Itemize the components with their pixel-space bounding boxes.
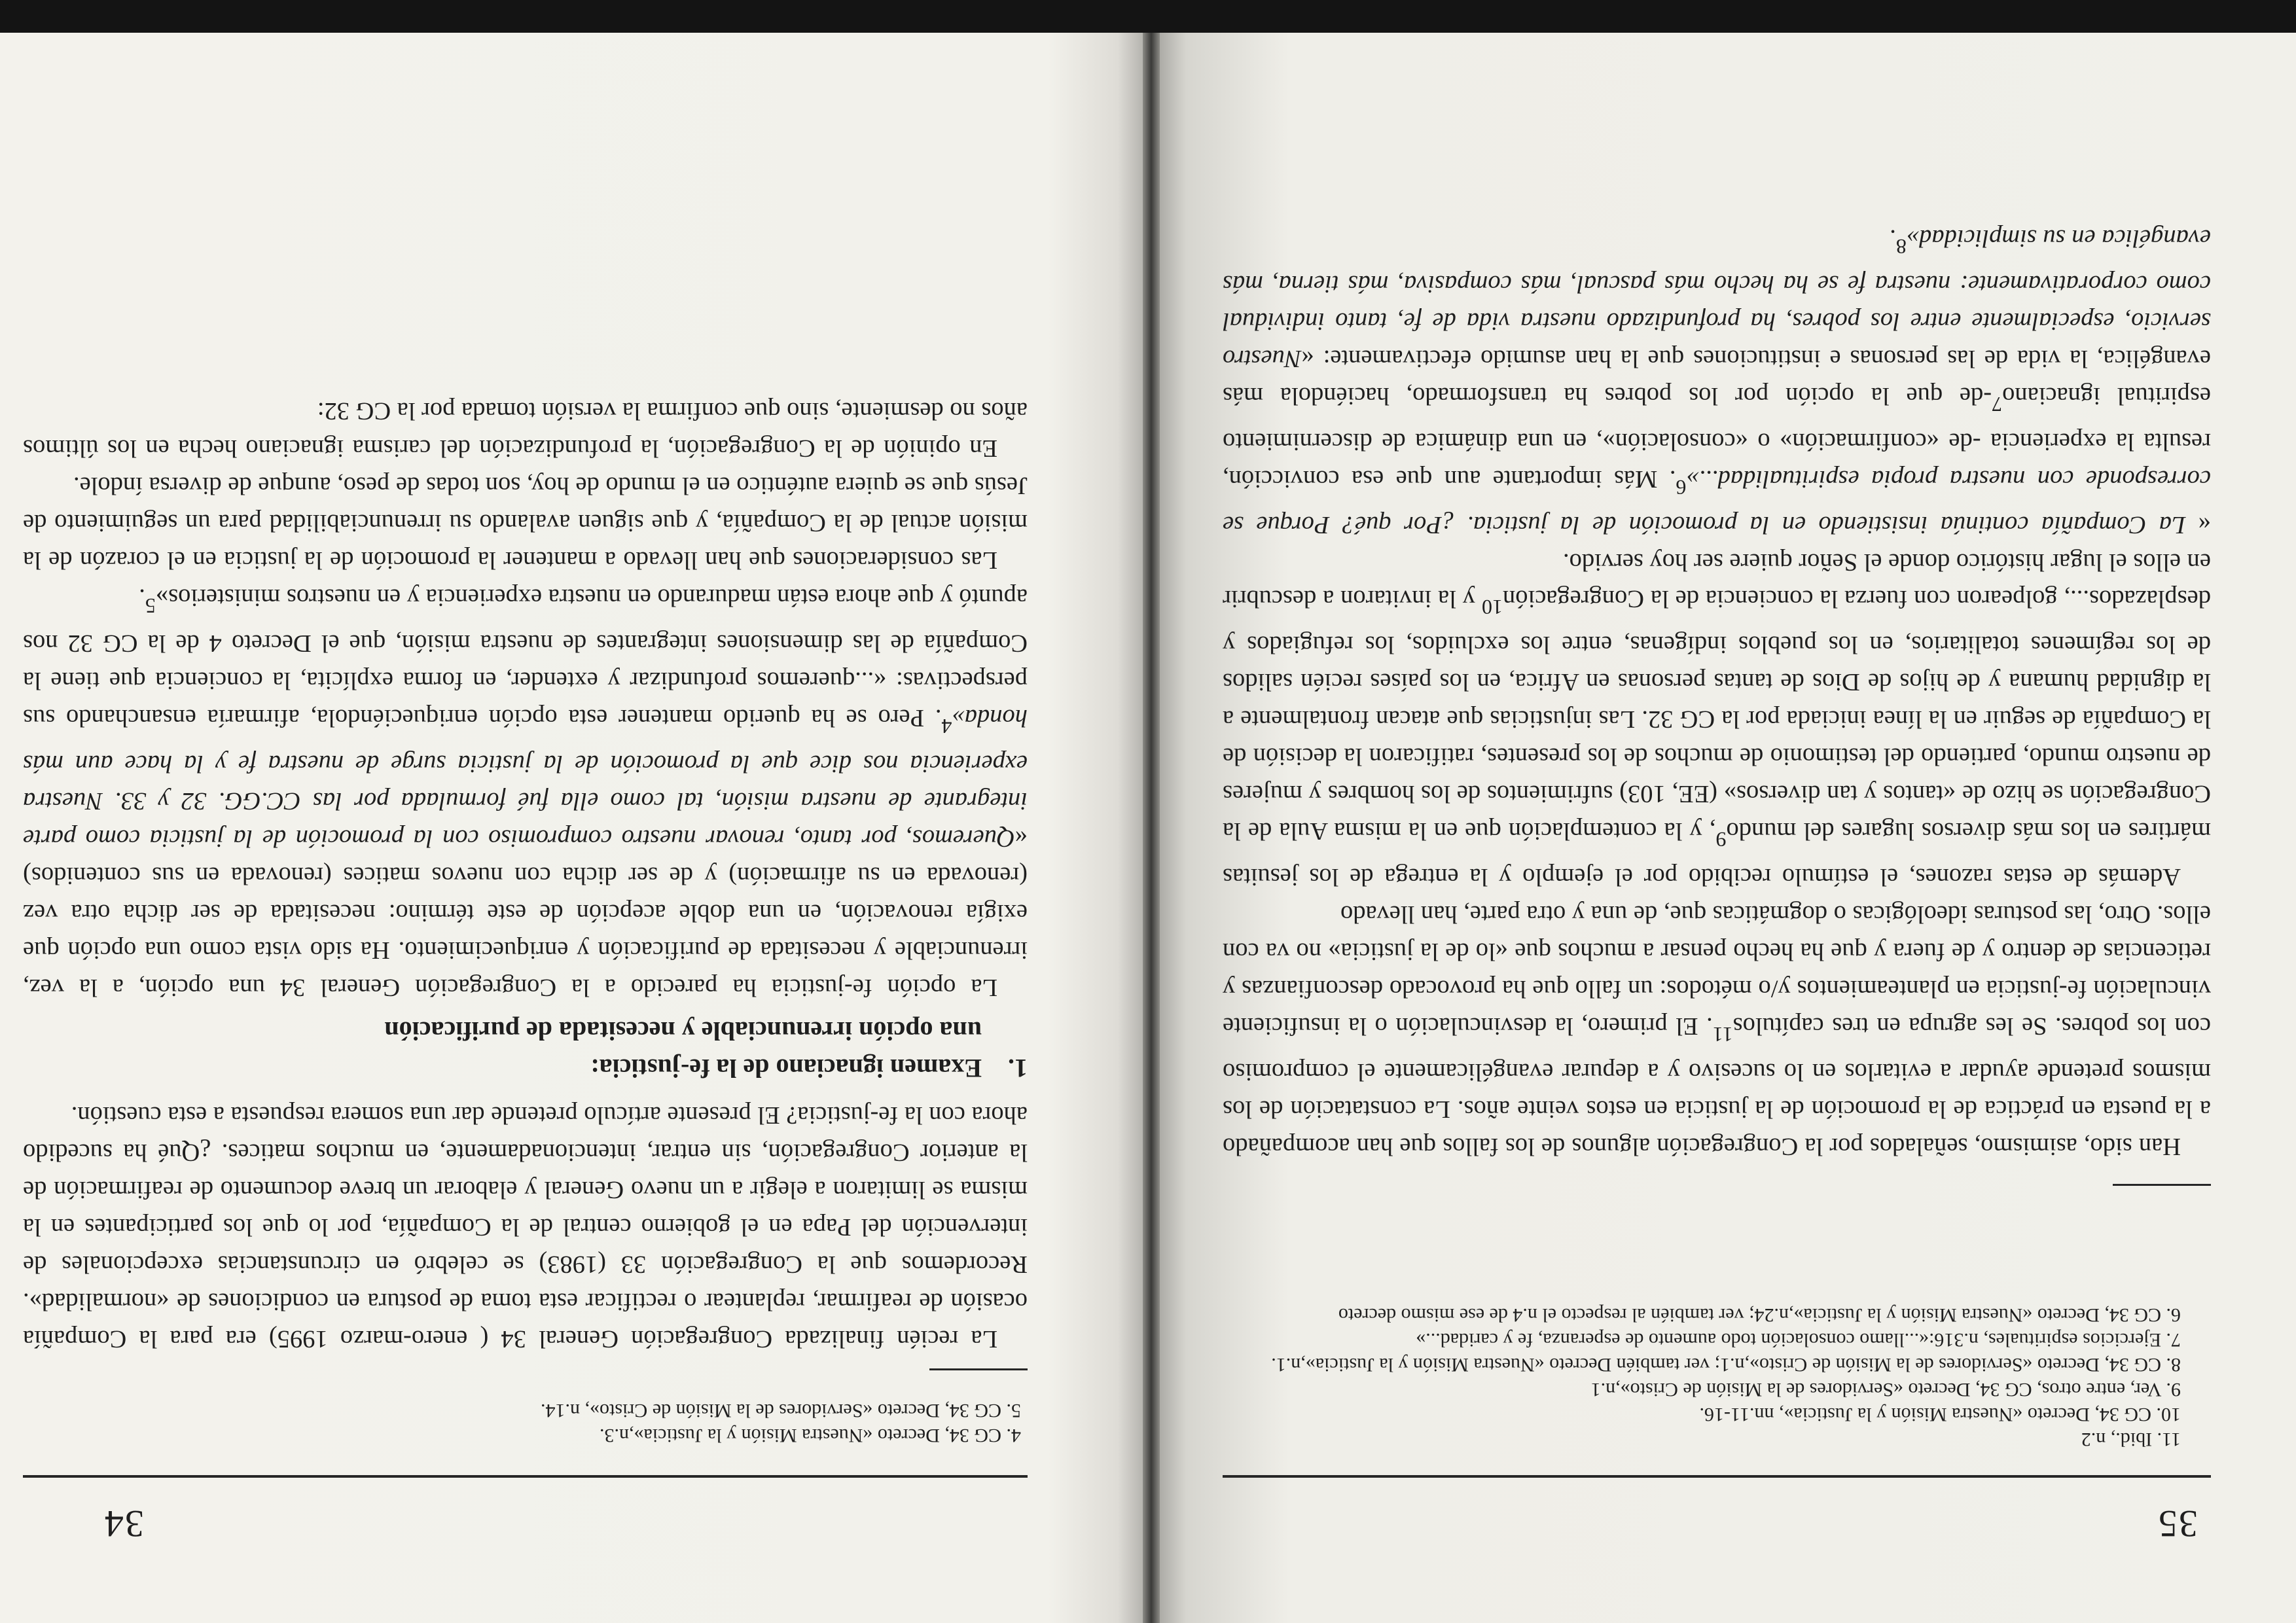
footnote-ref-8: 8 [1895, 234, 1907, 259]
folio-34-number-text: 34 [103, 1503, 144, 1545]
quote-cg34-a: Queremos, por tanto, renovar nuestro compromiso con la promoción de la justicia como parte integrante de nuestra misión, tal como ella fué formulada por las CC.GG. 32 y 33. Nuestra experiencia nos dice que la promoción de la justicia surge de nuestra fe y la hace aun más honda» [23, 704, 1028, 852]
opinion-paragraph [23, 392, 1028, 467]
footnote-item: 8. CG 34, Decreto «Servidores de la Misión de Cristo»,n.1; ver también Decreto «Nuestra Misión y la Justicia»,n.1. [1271, 1354, 2181, 1376]
footnote-item: 5. CG 34, Decreto «Servidores de la Misión de Cristo», n.14. [540, 1400, 1021, 1421]
footnote-ref-4: 4 [941, 715, 952, 738]
considerations-paragraph [23, 467, 1028, 579]
gutter-shadow [1143, 0, 1160, 1623]
footnote-rule-35 [2113, 1184, 2211, 1186]
footnotes-page-34 [23, 1398, 1028, 1448]
heading-number: 1. [1008, 1054, 1028, 1083]
page-35-body [1223, 219, 2211, 1165]
razones-text: Además de estas razones, el estímulo recibido por el ejemplo y la entrega de los jesuitas mártires en los más diversos lugares del mundo [1223, 817, 2211, 891]
considerations-paragraph-text: Las consideraciones que han llevado a mantener la promoción de la justicia en el corazón de la misión actual de la Compañía, y que siguen avalando su irrenunciabilidad para un seguimiento de Jesús que se quiera auténtico en el mundo de hoy, son todas de peso, aunque de diversa índole. [23, 472, 1028, 575]
footnote-item: 9. Ver, entre otros, CG 34, Decreto «Servidores de la Misión de Cristo»,n.1 [1590, 1379, 2181, 1400]
page-34-body [23, 392, 1028, 1357]
page-35-sheet [1152, 0, 2296, 1623]
quote-cg34-b: . Pero se ha querido mantener esta opción enriqueciéndola, afirmaría ensanchando sus perspectivas: «...queremos profundizar y extender, en forma explícita, la conciencia que tiene la Compañía de las dimensiones integrantes de nuestra misión, que el Decreto 4 de la CG 32 nos apuntó y que ahora están madurando en nuestra experiencia y en nuestros ministerios» [23, 584, 1028, 732]
fallos-rest: . El primero, la desvinculación o la insuficiente vinculación fe-justicia en planteamientos y/o métodos: un fallo que ha provocado desconfianzas y reticencias de dentro y de fuera y que ha hecho pensar a muchos que «lo de la justicia» no va con ellos. Otro, las posturas ideológicas o dogmáticas que, de una y otra parte, han llevado [1223, 901, 2211, 1041]
footnote-ref-10: 10 [1481, 596, 1503, 620]
faith-justice-paragraph [23, 579, 1028, 1006]
folio-35-number [2157, 1502, 2198, 1546]
footnote-item: 11. Ibid., n.2 [2081, 1429, 2181, 1450]
quote-rest-2: -de que la opción por los pobres ha transformado, haciéndola más evangélica, la vida de las personas e instituciones que la han asumido efectivamente: « [1223, 344, 2211, 410]
footnote-ref-6: 6 [1676, 475, 1687, 499]
footnote-ref-5: 5 [145, 594, 156, 618]
fallos-text: Han sido, asimismo, señalados por la Congregación algunos de los fallos que han acompañado a la puesta en práctica de la promoción de la justicia en estos veinte años. La constatación de los mismos pretende ayudar a evitarlos en lo sucesivo y a depurar evangélicamente el compromiso con los pobres. Se les agrupa en tres capítulos [1223, 1012, 2211, 1160]
quote-open: « [2198, 510, 2211, 539]
razones-paragraph [1223, 543, 2211, 896]
footnote-ref-9: 9 [1715, 828, 1727, 852]
quote-end: . [1890, 224, 1896, 253]
footnote-item: 10. CG 34, Decreto «Nuestra Misión y la Justicia», nn.11-16. [1699, 1404, 2181, 1425]
top-rule-34 [23, 1475, 1028, 1478]
heading-line-1: Examen ignaciano de la fe-justicia: [590, 1054, 982, 1083]
quote-paragraph [1223, 219, 2211, 543]
quote-italic-2: Nuestro servicio, especialmente entre los pobres, ha profundizado nuestra vida de fe, tanto individual como corporativamente: nuestra fe se ha hecho más pascual, más compasiva, más tierna, más evangélica en su simplicidad» [1223, 224, 2211, 372]
section-heading [23, 1012, 1028, 1087]
footnote-ref-11: 11 [1712, 1023, 1733, 1046]
folio-34-number [103, 1502, 144, 1546]
intro-text: La recién finalizada Congregación General 34 ( enero-marzo 1995) era para la Compañía ocasión de reafirmar, replantear o rectificar esta toma de postura en condiciones de «normalidad». Recordemos que la Congregación 33 (1983) se celebró en circunstancias excepcionales de intervención del Papa en el gobierno central de la Compañía, por lo que los participantes en la misma se limitaron a elegir a un nuevo General y elaborar un breve documento de reafirmación de la anterior Congregación, sin entrar, intencionadamente, en muchos matices. ¿Qué ha sucedido ahora con la fe-justicia? El presente artículo pretende dar una somera respuesta a esta cuestión. [23, 1101, 1028, 1353]
intro-paragraph [23, 1096, 1028, 1357]
quote-italic-1: La Compañía continúa insistiendo en la promoción de la justicia. ¿Por qué? Porque se corresponde con nuestra propia espiritualidad...» [1223, 465, 2211, 539]
scan-border-bottom [0, 0, 2296, 33]
faith-justice-text: La opción fe-justicia ha parecido a la Congregación General 34 una opción, a la vez, irrenunciable y necesitada de purificación y enriquecimiento. Ha sido vista como una opción que exigía renovación, en una doble acepción de este término: necesitada de ser dicha otra vez (renovada en su afirmación) y de ser dicha con nuevos matices (renovada en sus contenidos) « [23, 825, 1028, 1001]
top-rule-35 [1223, 1475, 2211, 1478]
footnote-item: 7. Ejercicios espirituales, n.316:«...llamo consolación todo aumento de esperanza, fe y caridad...» [1416, 1329, 2181, 1351]
folio-35-number-text: 35 [2157, 1503, 2198, 1545]
quote-rest-1: . Más importante aun que esa convicción, resulta la experiencia -de «confirmación» o «consolación», en una dinámica de discernimiento espiritual ignaciano [1223, 382, 2211, 493]
razones-rest: , y la contemplación que en la misma Aula de la Congregación se hizo de «tantos y tan diversos» (EE, 103) sufrimientos de los hombres y mujeres de nuestro mundo, partiendo del testimonio de muchos de los presentes, ratificaron la decisión de la Compañía de seguir en la línea iniciada por la CG 32. Las injusticias que atacan frontalmente a la dignidad humana y de hijos de Dios de tantas personas en Africa, en los países recién salidos de los regímenes totalitarios, en los pueblos indígenas, entre los excluidos, los refugiados y desplazados..., golpearon con fuerza la conciencia de la Congregación [1222, 585, 2211, 846]
footnote-item: 4. CG 34, Decreto «Nuestra Misión y la Justicia»,n.3. [599, 1425, 1021, 1446]
footnotes-page-35 [1223, 1302, 2211, 1452]
razones-end: y la invitaron a descubrir en ellos el lugar histórico donde el Señor quiere ser hoy servido. [1222, 548, 2211, 613]
footnote-ref-7: 7 [1992, 392, 2003, 416]
fallos-paragraph [1223, 895, 2211, 1165]
heading-line-2: una opción irrenunciable y necesitada de purificación [384, 1016, 982, 1046]
period: . [139, 584, 145, 612]
footnote-item: 6. CG 34, Decreto «Nuestra Misión y la Justicia»,n.24; ver también al respecto el n.4 de ese mismo decreto [1338, 1304, 2181, 1326]
opinion-paragraph-text: En opinión de la Congregación, la profundización del carisma ignaciano hecha en los últimos años no desmiente, sino que confirma la versión tomada por la CG 32: [23, 397, 1028, 463]
footnote-rule-34 [929, 1368, 1028, 1370]
